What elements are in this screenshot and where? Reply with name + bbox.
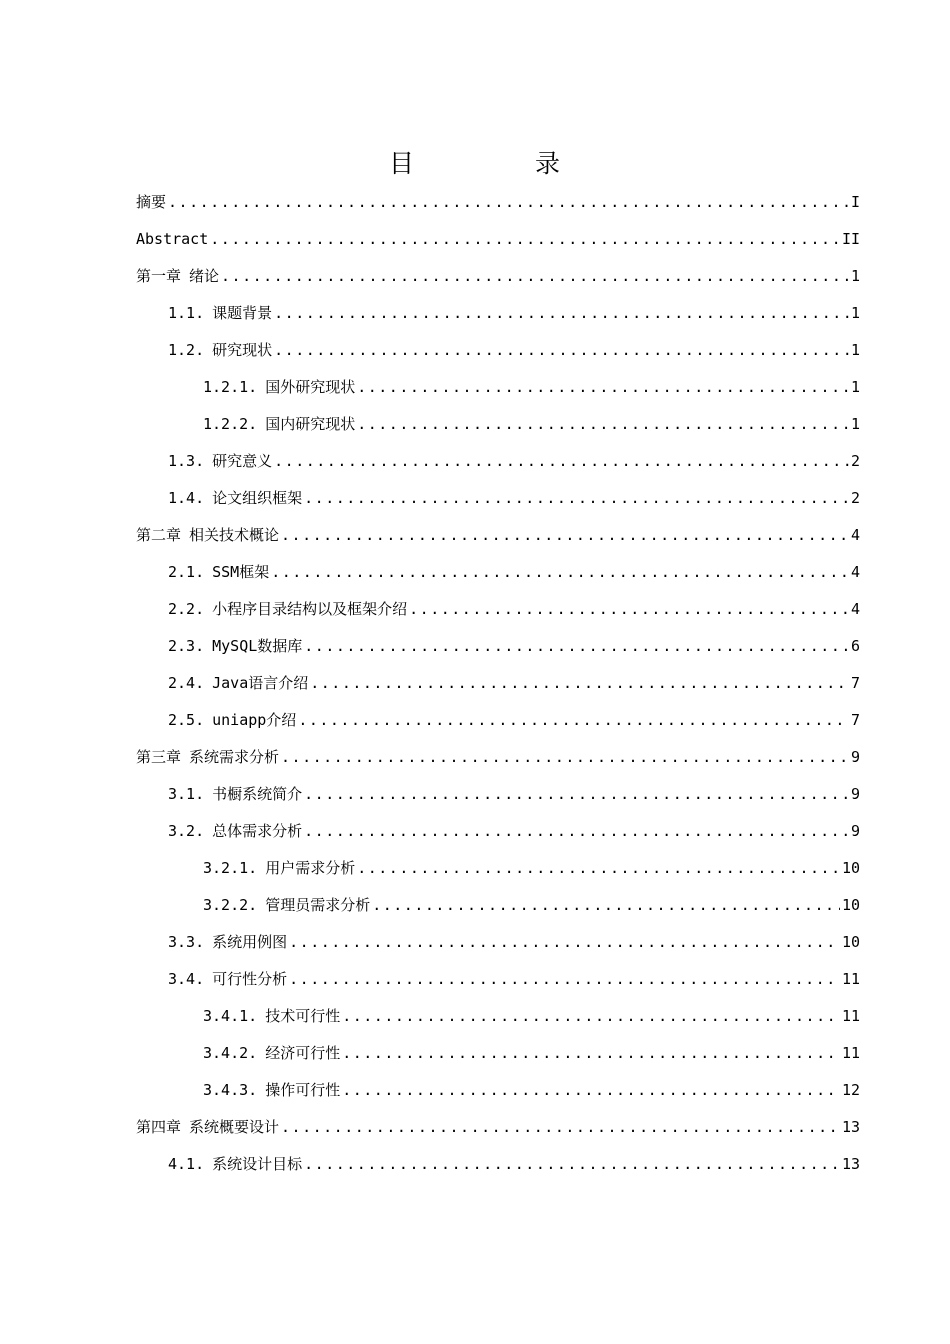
toc-entry-label: Java语言介绍 xyxy=(212,674,309,692)
toc-entry-number: 3.2. xyxy=(168,822,205,840)
toc-entry-number: 第二章 xyxy=(136,526,182,544)
toc-entry-page-number: 1 xyxy=(850,341,860,359)
toc-entry-number: 1.4. xyxy=(168,489,205,507)
toc-dot-leader xyxy=(372,887,840,924)
toc-entry-label: 系统概要设计 xyxy=(189,1118,280,1136)
toc-entry-label: 论文组织框架 xyxy=(212,489,303,507)
toc-entry-label: 国内研究现状 xyxy=(265,415,356,433)
toc-entry[interactable] xyxy=(136,924,860,961)
toc-entry-label: 系统设计目标 xyxy=(212,1155,303,1173)
toc-entry-number: 4.1. xyxy=(168,1155,205,1173)
toc-entry-number: 1.2. xyxy=(168,341,205,359)
toc-dot-leader xyxy=(357,369,849,406)
toc-entry-page-number: 10 xyxy=(841,859,860,877)
toc-dot-leader xyxy=(168,184,849,221)
toc-entry-page-number: 10 xyxy=(841,933,860,951)
toc-entry[interactable] xyxy=(136,813,860,850)
toc-entry[interactable] xyxy=(136,184,860,221)
toc-dot-leader xyxy=(304,1146,840,1183)
toc-dot-leader xyxy=(342,1072,840,1109)
toc-entry-number: 第三章 xyxy=(136,748,182,766)
toc-entry-page-number: 12 xyxy=(841,1081,860,1099)
toc-entry-page-number: 9 xyxy=(850,785,860,803)
toc-entry-page-number: 7 xyxy=(850,674,860,692)
toc-entry-page-number: 4 xyxy=(850,600,860,618)
toc-dot-leader xyxy=(342,1035,840,1072)
toc-entry-label: 系统用例图 xyxy=(212,933,288,951)
toc-dot-leader xyxy=(274,443,849,480)
toc-dot-leader xyxy=(304,776,849,813)
toc-entry-number: 1.1. xyxy=(168,304,205,322)
toc-entry[interactable] xyxy=(136,221,860,258)
toc-entry[interactable] xyxy=(136,554,860,591)
toc-entry-number: 3.2.1. xyxy=(203,859,258,877)
toc-entry-label: 系统需求分析 xyxy=(189,748,280,766)
toc-entry[interactable] xyxy=(136,702,860,739)
toc-entry-page-number: 9 xyxy=(850,748,860,766)
toc-entry-number: 1.2.2. xyxy=(203,415,258,433)
toc-entry-number: 3.4.3. xyxy=(203,1081,258,1099)
toc-entry-label: 小程序目录结构以及框架介绍 xyxy=(212,600,408,618)
toc-dot-leader xyxy=(281,517,849,554)
toc-entry-number: 2.5. xyxy=(168,711,205,729)
toc-dot-leader xyxy=(357,850,840,887)
toc-dot-leader xyxy=(281,739,849,776)
toc-entry[interactable] xyxy=(136,369,860,406)
toc-entry-page-number: 1 xyxy=(850,378,860,396)
toc-entry-label: 相关技术概论 xyxy=(189,526,280,544)
toc-entry[interactable] xyxy=(136,887,860,924)
toc-entry-label: 书橱系统简介 xyxy=(212,785,303,803)
toc-dot-leader xyxy=(304,813,849,850)
toc-entry-page-number: 13 xyxy=(841,1155,860,1173)
toc-entry-label: 用户需求分析 xyxy=(265,859,356,877)
toc-dot-leader xyxy=(310,665,849,702)
toc-entry-page-number: 11 xyxy=(841,1044,860,1062)
toc-entry-page-number: 4 xyxy=(850,563,860,581)
toc-entry-page-number: 1 xyxy=(850,267,860,285)
toc-entry-page-number: 1 xyxy=(850,304,860,322)
toc-dot-leader xyxy=(274,332,849,369)
toc-entry-label: 可行性分析 xyxy=(212,970,288,988)
toc-entry[interactable] xyxy=(136,480,860,517)
toc-entry[interactable] xyxy=(136,1072,860,1109)
toc-entry-number: 1.3. xyxy=(168,452,205,470)
toc-entry[interactable] xyxy=(136,1035,860,1072)
toc-entry-number: 2.1. xyxy=(168,563,205,581)
toc-entry[interactable] xyxy=(136,258,860,295)
toc-entry-page-number: 4 xyxy=(850,526,860,544)
toc-entry-label: 操作可行性 xyxy=(265,1081,341,1099)
toc-entry-page-number: 11 xyxy=(841,1007,860,1025)
toc-entry-number: 第一章 xyxy=(136,267,182,285)
toc-entry-page-number: 7 xyxy=(850,711,860,729)
toc-entry[interactable] xyxy=(136,998,860,1035)
toc-entry-page-number: 13 xyxy=(841,1118,860,1136)
toc-entry-page-number: I xyxy=(850,193,860,211)
toc-dot-leader xyxy=(342,998,840,1035)
toc-entry-label: Abstract xyxy=(136,230,209,248)
toc-entry[interactable] xyxy=(136,961,860,998)
toc-entry-number: 3.4. xyxy=(168,970,205,988)
toc-entry[interactable] xyxy=(136,1109,860,1146)
toc-dot-leader xyxy=(281,1109,840,1146)
toc-entry-page-number: 2 xyxy=(850,452,860,470)
toc-entry-label: SSM框架 xyxy=(212,563,270,581)
toc-entry-number: 1.2.1. xyxy=(203,378,258,396)
toc-dot-leader xyxy=(210,221,840,258)
toc-entry-label: 绪论 xyxy=(189,267,220,285)
toc-title: 目 录 xyxy=(388,149,608,178)
toc-list xyxy=(136,184,860,1183)
toc-entry-number: 3.4.2. xyxy=(203,1044,258,1062)
toc-dot-leader xyxy=(298,702,849,739)
toc-entry-number: 2.3. xyxy=(168,637,205,655)
toc-entry[interactable] xyxy=(136,443,860,480)
toc-entry[interactable] xyxy=(136,628,860,665)
toc-dot-leader xyxy=(271,554,849,591)
toc-entry[interactable] xyxy=(136,517,860,554)
toc-entry-page-number: 1 xyxy=(850,415,860,433)
toc-entry-label: 研究意义 xyxy=(212,452,273,470)
toc-entry-label: 总体需求分析 xyxy=(212,822,303,840)
toc-entry[interactable] xyxy=(136,591,860,628)
toc-dot-leader xyxy=(304,480,849,517)
toc-entry-page-number: 6 xyxy=(850,637,860,655)
toc-entry-label: 国外研究现状 xyxy=(265,378,356,396)
toc-dot-leader xyxy=(289,924,840,961)
toc-entry-number: 2.2. xyxy=(168,600,205,618)
toc-entry-page-number: II xyxy=(841,230,860,248)
toc-entry-number: 3.3. xyxy=(168,933,205,951)
toc-entry-label: 经济可行性 xyxy=(265,1044,341,1062)
toc-entry-number: 第四章 xyxy=(136,1118,182,1136)
toc-entry-label: MySQL数据库 xyxy=(212,637,303,655)
toc-dot-leader xyxy=(221,258,849,295)
toc-entry-label: 管理员需求分析 xyxy=(265,896,371,914)
toc-entry-label: uniapp介绍 xyxy=(212,711,297,729)
toc-entry-number: 2.4. xyxy=(168,674,205,692)
toc-entry[interactable] xyxy=(136,850,860,887)
toc-dot-leader xyxy=(357,406,849,443)
toc-entry-label: 技术可行性 xyxy=(265,1007,341,1025)
toc-entry-number: 3.2.2. xyxy=(203,896,258,914)
toc-dot-leader xyxy=(289,961,840,998)
toc-entry-number: 3.1. xyxy=(168,785,205,803)
toc-dot-leader xyxy=(409,591,849,628)
toc-entry[interactable] xyxy=(136,665,860,702)
toc-entry[interactable] xyxy=(136,776,860,813)
toc-entry[interactable] xyxy=(136,295,860,332)
toc-entry[interactable] xyxy=(136,332,860,369)
toc-entry-page-number: 11 xyxy=(841,970,860,988)
toc-entry-page-number: 10 xyxy=(841,896,860,914)
toc-dot-leader xyxy=(274,295,849,332)
toc-entry-label: 摘要 xyxy=(136,193,167,211)
toc-entry[interactable] xyxy=(136,739,860,776)
toc-entry-page-number: 9 xyxy=(850,822,860,840)
toc-entry-number: 3.4.1. xyxy=(203,1007,258,1025)
toc-dot-leader xyxy=(304,628,849,665)
toc-entry[interactable] xyxy=(136,1146,860,1183)
toc-entry[interactable] xyxy=(136,406,860,443)
toc-entry-label: 课题背景 xyxy=(212,304,273,322)
toc-entry-label: 研究现状 xyxy=(212,341,273,359)
toc-entry-page-number: 2 xyxy=(850,489,860,507)
